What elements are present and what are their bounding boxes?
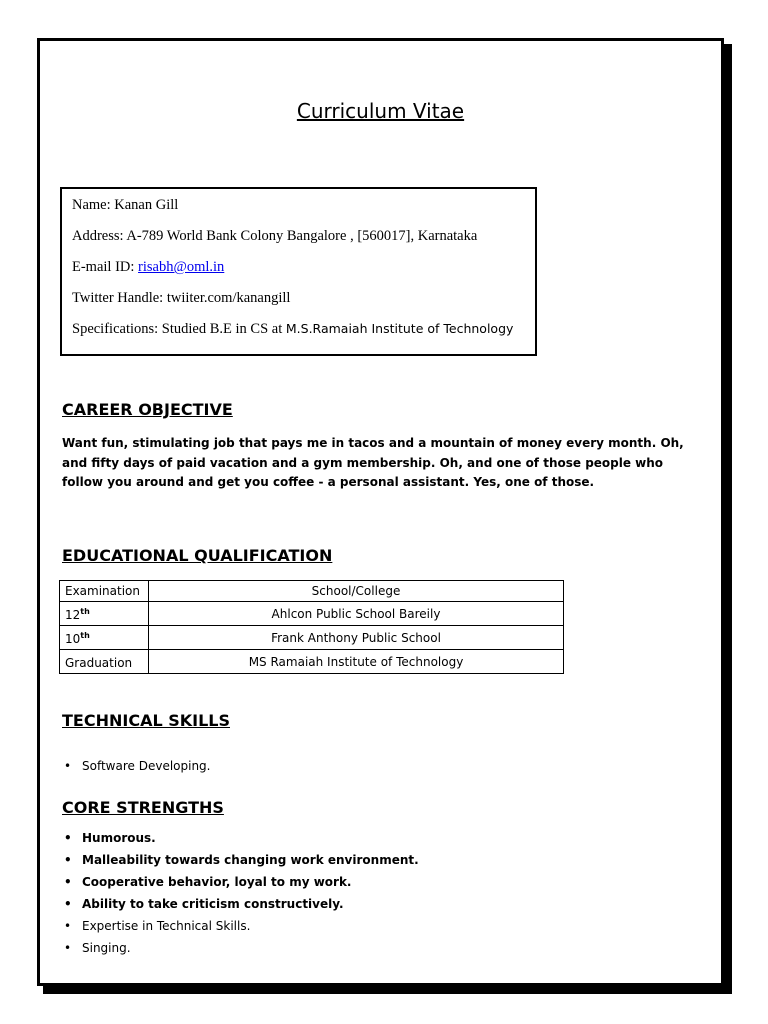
bullet-icon: •	[64, 941, 72, 955]
spec-label: Specifications: Studied B.E in CS at	[72, 321, 283, 337]
bullet-icon: •	[64, 853, 72, 867]
table-header-row	[60, 581, 564, 602]
list-item	[62, 939, 419, 961]
cell-school: Ahlcon Public School Bareily	[149, 602, 564, 626]
spec-value: M.S.Ramaiah Institute of Technology	[285, 321, 514, 336]
list-item	[62, 851, 419, 873]
bullet-icon: •	[64, 919, 72, 933]
list-item-text: Malleability towards changing work environment.	[82, 853, 419, 867]
info-name: Name: Kanan Gill	[72, 197, 179, 213]
core-strengths-heading: CORE STRENGTHS	[62, 798, 224, 817]
email-label: E-mail ID:	[72, 259, 135, 275]
technical-skills-heading: TECHNICAL SKILLS	[62, 711, 230, 730]
core-strengths-list	[62, 829, 419, 961]
education-table	[59, 580, 564, 674]
info-address: Address: A-789 World Bank Colony Bangalore , [560017], Karnataka	[72, 228, 478, 244]
bullet-icon: •	[64, 875, 72, 889]
header-examination: Examination	[60, 581, 149, 602]
info-twitter: Twitter Handle: twiiter.com/kanangill	[72, 290, 291, 306]
list-item	[62, 829, 419, 851]
cell-exam	[60, 650, 149, 674]
exam-text: Graduation	[65, 656, 133, 670]
cell-exam	[60, 626, 149, 650]
list-item-text: Humorous.	[82, 831, 156, 845]
info-email	[72, 257, 525, 288]
list-item	[62, 757, 210, 779]
page-title: Curriculum Vitae	[296, 99, 465, 123]
table-row	[60, 602, 564, 626]
cv-page	[37, 38, 724, 986]
exam-text: 10	[65, 632, 81, 646]
exam-sup: th	[80, 607, 90, 616]
bullet-icon: •	[64, 759, 72, 773]
table-row	[60, 626, 564, 650]
list-item-text: Singing.	[82, 941, 131, 955]
list-item-text: Expertise in Technical Skills.	[82, 919, 251, 933]
exam-sup: th	[80, 631, 90, 640]
list-item-text: Software Developing.	[82, 759, 211, 773]
info-specifications	[72, 319, 525, 350]
email-link[interactable]: risabh@oml.in	[138, 259, 225, 275]
technical-skills-list	[62, 757, 210, 779]
table-row	[60, 650, 564, 674]
bullet-icon: •	[64, 831, 72, 845]
exam-text: 12	[65, 608, 81, 622]
list-item	[62, 873, 419, 895]
list-item	[62, 917, 419, 939]
cell-exam	[60, 602, 149, 626]
cell-school: Frank Anthony Public School	[149, 626, 564, 650]
list-item-text: Cooperative behavior, loyal to my work.	[82, 875, 352, 889]
personal-info-box	[60, 187, 537, 356]
header-school: School/College	[149, 581, 564, 602]
list-item-text: Ability to take criticism constructively.	[82, 897, 344, 911]
cell-school: MS Ramaiah Institute of Technology	[149, 650, 564, 674]
education-heading: EDUCATIONAL QUALIFICATION	[62, 546, 333, 565]
list-item	[62, 895, 419, 917]
career-objective-heading: CAREER OBJECTIVE	[62, 400, 233, 419]
bullet-icon: •	[64, 897, 72, 911]
career-objective-text: Want fun, stimulating job that pays me in tacos and a mountain of money every month. Oh, and fifty days of paid vacation and a gym membership. Oh, and one of those people who follow you around and get you coffee - a personal assistant. Yes, one of those.	[62, 436, 684, 489]
